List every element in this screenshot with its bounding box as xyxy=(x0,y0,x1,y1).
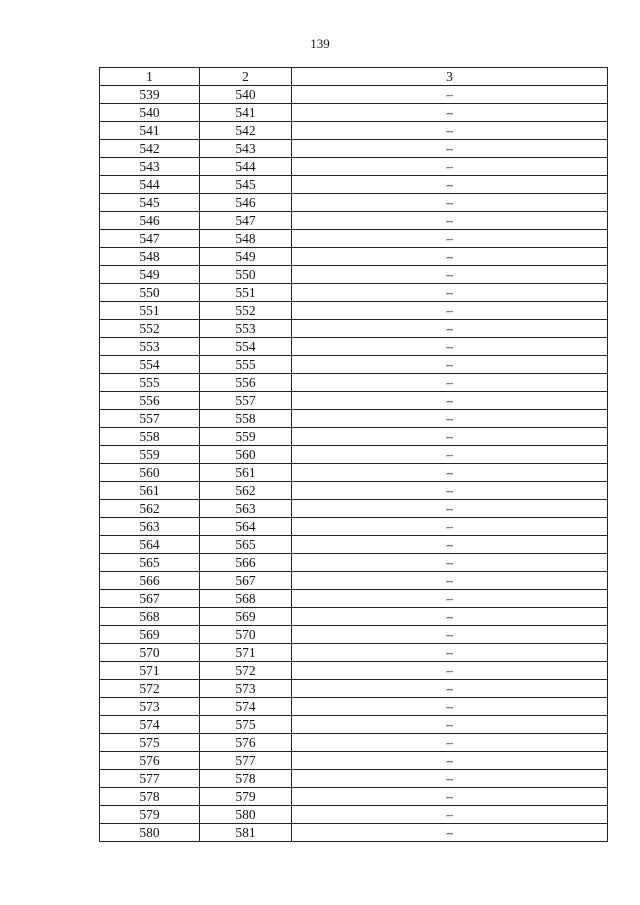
table-cell-col2: 573 xyxy=(200,680,292,698)
page-number: 139 xyxy=(310,36,330,51)
table-cell-col3: – xyxy=(292,806,608,824)
table-row xyxy=(100,140,608,158)
table-cell-col1: 540 xyxy=(100,104,200,122)
table-cell-col3: – xyxy=(292,518,608,536)
table-cell-col3: – xyxy=(292,752,608,770)
column-header-2: 2 xyxy=(200,68,292,86)
table-row xyxy=(100,338,608,356)
table-cell-col2: 572 xyxy=(200,662,292,680)
table-cell-col3: – xyxy=(292,788,608,806)
table-cell-col1: 558 xyxy=(100,428,200,446)
table-cell-col2: 561 xyxy=(200,464,292,482)
data-table xyxy=(99,67,608,842)
table-cell-col3: – xyxy=(292,122,608,140)
table-cell-col2: 580 xyxy=(200,806,292,824)
table-row xyxy=(100,446,608,464)
table-cell-col1: 563 xyxy=(100,518,200,536)
table-row xyxy=(100,680,608,698)
table-cell-col1: 569 xyxy=(100,626,200,644)
column-header-3: 3 xyxy=(292,68,608,86)
table-cell-col1: 539 xyxy=(100,86,200,104)
table-cell-col1: 566 xyxy=(100,572,200,590)
table-cell-col1: 549 xyxy=(100,266,200,284)
table-row xyxy=(100,554,608,572)
table-row xyxy=(100,266,608,284)
table-cell-col1: 560 xyxy=(100,464,200,482)
table-cell-col3: – xyxy=(292,158,608,176)
table-row xyxy=(100,86,608,104)
table-cell-col2: 549 xyxy=(200,248,292,266)
table-cell-col3: – xyxy=(292,626,608,644)
table-row xyxy=(100,572,608,590)
table-cell-col2: 543 xyxy=(200,140,292,158)
table-cell-col1: 567 xyxy=(100,590,200,608)
table-cell-col3: – xyxy=(292,86,608,104)
table-row xyxy=(100,626,608,644)
table-cell-col1: 568 xyxy=(100,608,200,626)
table-cell-col2: 576 xyxy=(200,734,292,752)
table-cell-col3: – xyxy=(292,320,608,338)
table-cell-col3: – xyxy=(292,536,608,554)
table-cell-col1: 541 xyxy=(100,122,200,140)
table-cell-col2: 550 xyxy=(200,266,292,284)
table-cell-col2: 541 xyxy=(200,104,292,122)
table-row xyxy=(100,410,608,428)
table-cell-col3: – xyxy=(292,356,608,374)
table-cell-col3: – xyxy=(292,338,608,356)
table-cell-col2: 579 xyxy=(200,788,292,806)
table-cell-col2: 568 xyxy=(200,590,292,608)
table-cell-col2: 553 xyxy=(200,320,292,338)
table-row xyxy=(100,716,608,734)
table-cell-col3: – xyxy=(292,482,608,500)
table-row xyxy=(100,122,608,140)
table-cell-col3: – xyxy=(292,194,608,212)
table-row xyxy=(100,644,608,662)
table-row xyxy=(100,158,608,176)
table-cell-col3: – xyxy=(292,230,608,248)
table-row xyxy=(100,176,608,194)
table-cell-col1: 578 xyxy=(100,788,200,806)
table-row xyxy=(100,464,608,482)
table-row xyxy=(100,824,608,842)
table-cell-col2: 560 xyxy=(200,446,292,464)
table-cell-col3: – xyxy=(292,500,608,518)
table-row xyxy=(100,428,608,446)
table-cell-col3: – xyxy=(292,410,608,428)
table-row xyxy=(100,500,608,518)
table-cell-col2: 581 xyxy=(200,824,292,842)
table-cell-col1: 575 xyxy=(100,734,200,752)
table-row xyxy=(100,752,608,770)
table-row xyxy=(100,806,608,824)
table-cell-col2: 552 xyxy=(200,302,292,320)
table-cell-col1: 574 xyxy=(100,716,200,734)
table-cell-col1: 561 xyxy=(100,482,200,500)
table-cell-col3: – xyxy=(292,104,608,122)
table-cell-col1: 544 xyxy=(100,176,200,194)
table-row xyxy=(100,608,608,626)
table-cell-col1: 556 xyxy=(100,392,200,410)
table-cell-col1: 572 xyxy=(100,680,200,698)
table-cell-col3: – xyxy=(292,644,608,662)
table-cell-col2: 547 xyxy=(200,212,292,230)
table-cell-col3: – xyxy=(292,824,608,842)
table-cell-col1: 580 xyxy=(100,824,200,842)
table-cell-col2: 542 xyxy=(200,122,292,140)
table-cell-col3: – xyxy=(292,734,608,752)
table-row xyxy=(100,248,608,266)
table-row xyxy=(100,194,608,212)
table-cell-col2: 570 xyxy=(200,626,292,644)
table-cell-col1: 545 xyxy=(100,194,200,212)
table-cell-col2: 540 xyxy=(200,86,292,104)
table-cell-col2: 546 xyxy=(200,194,292,212)
table-row xyxy=(100,302,608,320)
table-row xyxy=(100,590,608,608)
table-row xyxy=(100,212,608,230)
table-row xyxy=(100,662,608,680)
table-cell-col3: – xyxy=(292,770,608,788)
table-cell-col3: – xyxy=(292,572,608,590)
table-cell-col3: – xyxy=(292,212,608,230)
table-cell-col2: 571 xyxy=(200,644,292,662)
table-cell-col3: – xyxy=(292,392,608,410)
table-cell-col1: 550 xyxy=(100,284,200,302)
table-cell-col1: 555 xyxy=(100,374,200,392)
column-header-1: 1 xyxy=(100,68,200,86)
table-cell-col1: 552 xyxy=(100,320,200,338)
table-row xyxy=(100,734,608,752)
table-cell-col1: 547 xyxy=(100,230,200,248)
table-row xyxy=(100,518,608,536)
table-cell-col3: – xyxy=(292,662,608,680)
table-cell-col2: 559 xyxy=(200,428,292,446)
table-cell-col3: – xyxy=(292,374,608,392)
table-row xyxy=(100,230,608,248)
table-row xyxy=(100,374,608,392)
table-cell-col3: – xyxy=(292,248,608,266)
table-cell-col2: 545 xyxy=(200,176,292,194)
table-cell-col1: 579 xyxy=(100,806,200,824)
table-cell-col3: – xyxy=(292,176,608,194)
table-cell-col3: – xyxy=(292,428,608,446)
table-header-row xyxy=(100,68,608,86)
table-cell-col1: 554 xyxy=(100,356,200,374)
table-cell-col1: 543 xyxy=(100,158,200,176)
table-cell-col2: 578 xyxy=(200,770,292,788)
table-row xyxy=(100,482,608,500)
table-cell-col1: 557 xyxy=(100,410,200,428)
table-row xyxy=(100,104,608,122)
table-cell-col1: 571 xyxy=(100,662,200,680)
table-cell-col2: 564 xyxy=(200,518,292,536)
table-row xyxy=(100,320,608,338)
table-cell-col2: 567 xyxy=(200,572,292,590)
table-cell-col2: 558 xyxy=(200,410,292,428)
table-row xyxy=(100,770,608,788)
table-cell-col3: – xyxy=(292,698,608,716)
table-cell-col2: 548 xyxy=(200,230,292,248)
table-cell-col3: – xyxy=(292,284,608,302)
table-cell-col1: 551 xyxy=(100,302,200,320)
table-cell-col3: – xyxy=(292,590,608,608)
table-cell-col1: 559 xyxy=(100,446,200,464)
table-cell-col1: 562 xyxy=(100,500,200,518)
table-cell-col3: – xyxy=(292,554,608,572)
table-cell-col2: 544 xyxy=(200,158,292,176)
table-cell-col3: – xyxy=(292,446,608,464)
table-cell-col1: 565 xyxy=(100,554,200,572)
table-body xyxy=(100,86,608,842)
table-cell-col1: 548 xyxy=(100,248,200,266)
table-cell-col2: 566 xyxy=(200,554,292,572)
table-cell-col2: 551 xyxy=(200,284,292,302)
table-row xyxy=(100,536,608,554)
table-cell-col2: 557 xyxy=(200,392,292,410)
table-cell-col1: 576 xyxy=(100,752,200,770)
table-cell-col1: 577 xyxy=(100,770,200,788)
table-row xyxy=(100,392,608,410)
table-row xyxy=(100,788,608,806)
table-cell-col3: – xyxy=(292,464,608,482)
table-cell-col3: – xyxy=(292,140,608,158)
table-cell-col3: – xyxy=(292,680,608,698)
table-cell-col2: 554 xyxy=(200,338,292,356)
table-row xyxy=(100,698,608,716)
table-cell-col2: 575 xyxy=(200,716,292,734)
table-row xyxy=(100,284,608,302)
table-cell-col1: 542 xyxy=(100,140,200,158)
table-row xyxy=(100,356,608,374)
table-cell-col1: 573 xyxy=(100,698,200,716)
table-cell-col2: 555 xyxy=(200,356,292,374)
table-cell-col2: 577 xyxy=(200,752,292,770)
table-cell-col3: – xyxy=(292,608,608,626)
table-cell-col2: 565 xyxy=(200,536,292,554)
table-cell-col2: 563 xyxy=(200,500,292,518)
table-cell-col3: – xyxy=(292,302,608,320)
table-cell-col1: 564 xyxy=(100,536,200,554)
table-cell-col2: 569 xyxy=(200,608,292,626)
table-cell-col1: 553 xyxy=(100,338,200,356)
table-cell-col2: 574 xyxy=(200,698,292,716)
table-cell-col1: 570 xyxy=(100,644,200,662)
table-cell-col3: – xyxy=(292,266,608,284)
table-cell-col2: 556 xyxy=(200,374,292,392)
table-cell-col1: 546 xyxy=(100,212,200,230)
table-cell-col3: – xyxy=(292,716,608,734)
table-cell-col2: 562 xyxy=(200,482,292,500)
